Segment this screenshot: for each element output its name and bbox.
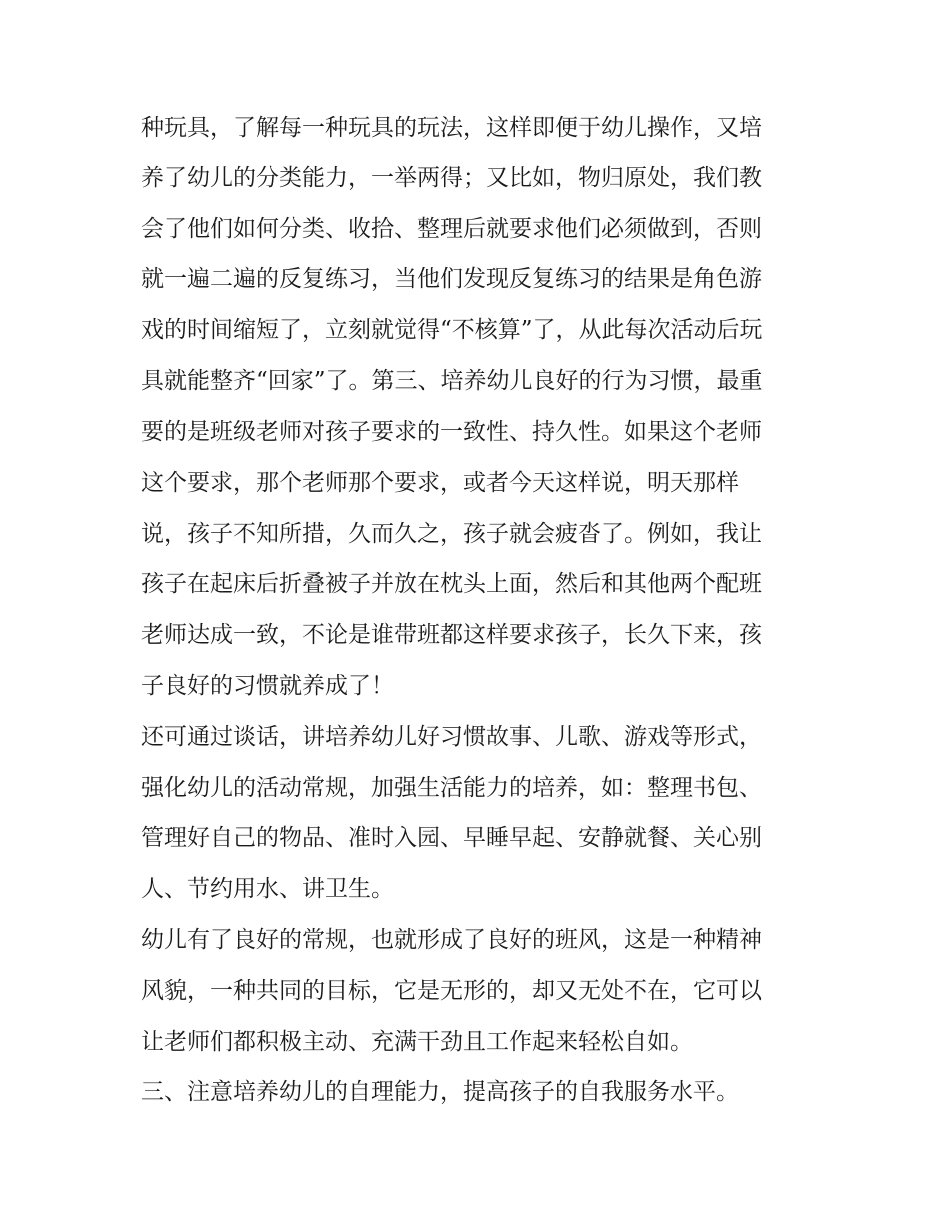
text-line: 说，孩子不知所措，久而久之，孩子就会疲沓了。例如，我让	[141, 521, 762, 547]
text-line: 具就能整齐“回家”了。第三、培养幼儿良好的行为习惯，最重	[141, 368, 763, 394]
text-line: 养了幼儿的分类能力，一举两得；又比如，物归原处，我们教	[141, 165, 762, 191]
paragraph-line: 还可通过谈话，讲培养幼儿好习惯故事、儿歌、游戏等形式，	[141, 724, 762, 750]
paragraph-line: 幼儿有了良好的常规，也就形成了良好的班风，这是一种精神	[141, 927, 762, 953]
text-line: 会了他们如何分类、收拾、整理后就要求他们必须做到，否则	[141, 216, 762, 242]
text-line: 种玩具，了解每一种玩具的玩法，这样即便于幼儿操作，又培	[141, 115, 762, 141]
paragraph-line: 强化幼儿的活动常规，加强生活能力的培养，如：整理书包、	[141, 775, 762, 801]
text-line: 子良好的习惯就养成了！	[141, 673, 394, 699]
text-line: 就一遍二遍的反复练习，当他们发现反复练习的结果是角色游	[141, 266, 762, 292]
paragraph-line: 让老师们都积极主动、充满干劲且工作起来轻松自如。	[141, 1029, 693, 1055]
text-line: 老师达成一致，不论是谁带班都这样要求孩子，长久下来，孩	[141, 622, 762, 648]
text-line: 要的是班级老师对孩子要求的一致性、持久性。如果这个老师	[141, 419, 762, 445]
text-line: 这个要求，那个老师那个要求，或者今天这样说，明天那样	[141, 470, 739, 496]
paragraph-line: 管理好自己的物品、准时入园、早睡早起、安静就餐、关心别	[141, 825, 762, 851]
paragraph-line: 风貌，一种共同的目标，它是无形的，却又无处不在，它可以	[141, 978, 762, 1004]
section-heading: 三、注意培养幼儿的自理能力，提高孩子的自我服务水平。	[141, 1079, 739, 1105]
text-line: 孩子在起床后折叠被子并放在枕头上面，然后和其他两个配班	[141, 571, 762, 597]
paragraph-line: 人、节约用水、讲卫生。	[141, 876, 394, 902]
text-line: 戏的时间缩短了，立刻就觉得“不核算”了，从此每次活动后玩	[141, 317, 763, 343]
